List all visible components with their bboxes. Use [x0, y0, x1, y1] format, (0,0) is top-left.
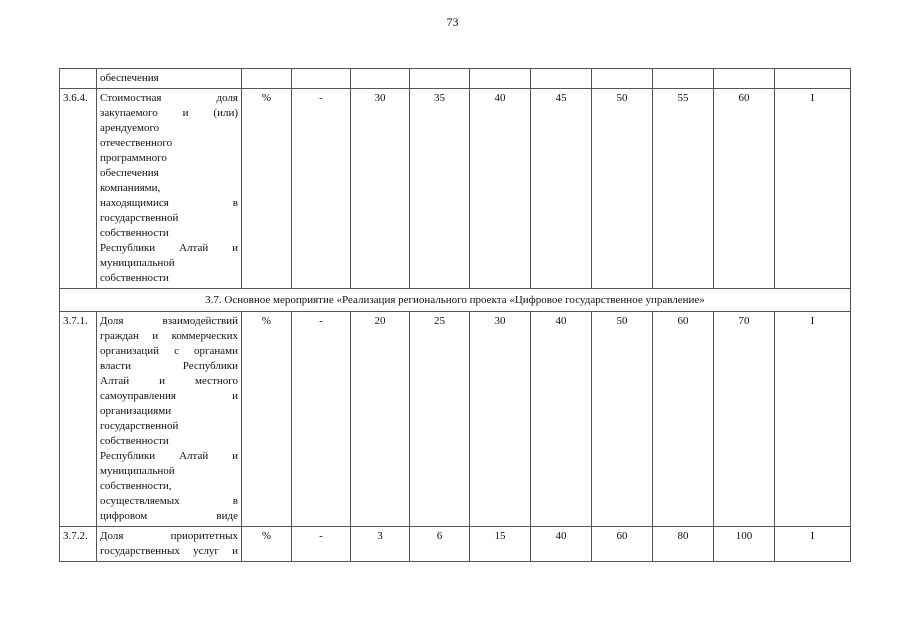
item-number: 3.7.1. [60, 312, 97, 527]
unit-cell: % [242, 527, 292, 562]
indicator-table-body [60, 69, 851, 562]
base-value-cell: - [292, 89, 351, 289]
indicator-name-line: обеспечения [100, 72, 159, 84]
indicator-name-line: находящимися в [100, 197, 238, 209]
item-number: 3.6.4. [60, 89, 97, 289]
indicator-table [59, 68, 851, 562]
unit-cell [242, 69, 292, 89]
table-row [60, 89, 851, 289]
year-value-cell [531, 69, 592, 89]
year-value-cell: 40 [470, 89, 531, 289]
indicator-name-line: граждан и коммерческих [100, 330, 238, 342]
indicator-name-line: Республики Алтай и [100, 450, 238, 462]
indicator-name-line: цифровом виде [100, 510, 238, 522]
indicator-name-line: собственности, [100, 480, 172, 492]
base-value-cell: - [292, 527, 351, 562]
base-value-cell [292, 69, 351, 89]
indicator-name-line: государственной [100, 420, 179, 432]
table-row [60, 69, 851, 89]
indicator-name-line: государственных услуг и [100, 545, 238, 557]
year-value-cell: 50 [592, 89, 653, 289]
base-value-cell: - [292, 312, 351, 527]
year-value-cell: 80 [653, 527, 714, 562]
year-value-cell: 35 [410, 89, 470, 289]
table-row [60, 312, 851, 527]
indicator-name-line: отечественного [100, 137, 173, 149]
indicator-name-line: закупаемого и (или) [100, 107, 238, 119]
item-number [60, 69, 97, 89]
indicator-name-line: муниципальной [100, 465, 175, 477]
indicator-name-line: осуществляемых в [100, 495, 238, 507]
indicator-name [97, 312, 242, 527]
indicator-name-line: компаниями, [100, 182, 161, 194]
indicator-name-line: власти Республики [100, 360, 238, 372]
indicator-name-line: собственности [100, 435, 169, 447]
mark-cell: I [775, 312, 851, 527]
year-value-cell: 60 [592, 527, 653, 562]
indicator-name [97, 69, 242, 89]
year-value-cell: 30 [351, 89, 410, 289]
page-number: 73 [446, 15, 459, 29]
year-value-cell: 6 [410, 527, 470, 562]
indicator-name-line: собственности [100, 272, 169, 284]
year-value-cell: 100 [714, 527, 775, 562]
indicator-name-line: Стоимостная доля [100, 92, 238, 104]
indicator-name-line: арендуемого [100, 122, 160, 134]
mark-cell: I [775, 89, 851, 289]
year-value-cell: 60 [653, 312, 714, 527]
indicator-name-line: Алтай и местного [100, 375, 238, 387]
indicator-name [97, 527, 242, 562]
indicator-name-line: организаций с органами [100, 345, 238, 357]
year-value-cell: 3 [351, 527, 410, 562]
year-value-cell: 30 [470, 312, 531, 527]
year-value-cell [351, 69, 410, 89]
indicator-name-line: обеспечения [100, 167, 159, 179]
year-value-cell [714, 69, 775, 89]
indicator-name-line: государственной [100, 212, 179, 224]
table-row [60, 527, 851, 562]
indicator-name-line: программного [100, 152, 167, 164]
indicator-name-line: Республики Алтай и [100, 242, 238, 254]
indicator-name-line: самоуправления и [100, 390, 238, 402]
year-value-cell [470, 69, 531, 89]
unit-cell: % [242, 89, 292, 289]
year-value-cell: 20 [351, 312, 410, 527]
indicator-name-line: муниципальной [100, 257, 175, 269]
section-row [60, 289, 851, 312]
year-value-cell: 40 [531, 312, 592, 527]
item-number: 3.7.2. [60, 527, 97, 562]
indicator-name-line: собственности [100, 227, 169, 239]
indicator-name-line: Доля взаимодействий [100, 315, 238, 327]
year-value-cell [592, 69, 653, 89]
indicator-name-line: организациями [100, 405, 172, 417]
year-value-cell: 55 [653, 89, 714, 289]
year-value-cell: 70 [714, 312, 775, 527]
year-value-cell [653, 69, 714, 89]
year-value-cell: 15 [470, 527, 531, 562]
year-value-cell [410, 69, 470, 89]
year-value-cell: 40 [531, 527, 592, 562]
section-title: 3.7. Основное мероприятие «Реализация регионального проекта «Цифровое государственное управление» [60, 289, 851, 312]
year-value-cell: 60 [714, 89, 775, 289]
year-value-cell: 45 [531, 89, 592, 289]
mark-cell [775, 69, 851, 89]
year-value-cell: 50 [592, 312, 653, 527]
mark-cell: I [775, 527, 851, 562]
indicator-name-line: Доля приоритетных [100, 530, 238, 542]
unit-cell: % [242, 312, 292, 527]
indicator-name [97, 89, 242, 289]
year-value-cell: 25 [410, 312, 470, 527]
